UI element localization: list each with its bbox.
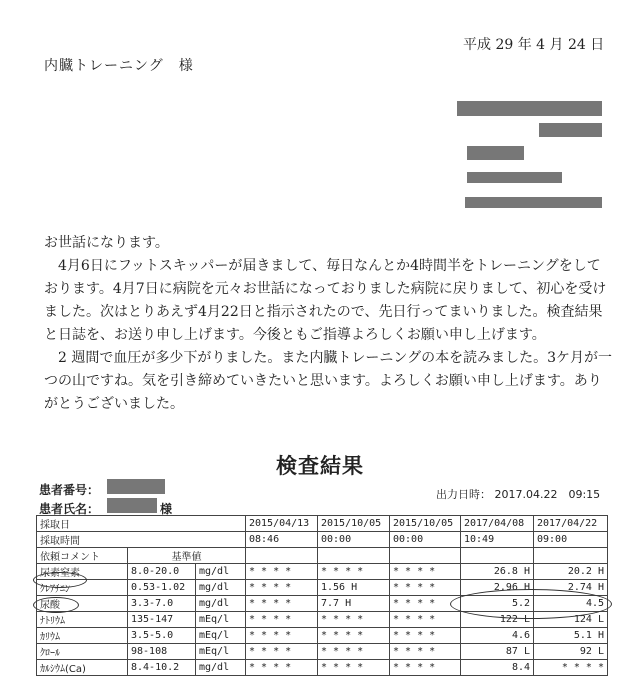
patient-number	[39, 481, 99, 498]
table-row	[37, 548, 608, 564]
reference-header: 基準値	[128, 548, 246, 564]
result-value: * * * *	[390, 644, 461, 660]
header-cell	[318, 548, 390, 564]
result-value: * * * *	[246, 660, 318, 676]
result-value: * * * *	[246, 628, 318, 644]
test-name: ｸﾛｰﾙ	[37, 644, 128, 660]
result-value: 1.56 H	[318, 580, 390, 596]
result-value: 26.8 H	[461, 564, 534, 580]
handdrawn-circle-sodium	[33, 597, 79, 613]
result-value: 4.5	[534, 596, 608, 612]
unit: mEq/l	[196, 612, 246, 628]
table-row	[37, 660, 608, 676]
test-name: 尿酸	[37, 596, 128, 612]
header-cell: 2015/04/13	[246, 516, 318, 532]
header-label: 採取時間	[37, 532, 246, 548]
results-title: 検査結果	[276, 454, 364, 478]
header-cell: 00:00	[390, 532, 461, 548]
redacted-sender-line-4	[467, 172, 562, 183]
unit: mg/dl	[196, 596, 246, 612]
letter-body	[44, 232, 614, 416]
letter-paragraph: 2 週間で血圧が多少下がりました。また内臓トレーニングの本を読みました。3ケ月が一つの山ですね。気を引き締めていきたいと思います。よろしくお願い申し上げます。ありがとうございました。	[44, 350, 612, 412]
header-cell: 2015/10/05	[390, 516, 461, 532]
reference-range: 8.4-10.2	[128, 660, 196, 676]
header-cell	[461, 548, 534, 564]
result-value: * * * *	[246, 596, 318, 612]
result-value: 4.6	[461, 628, 534, 644]
patient-name-label: 患者氏名：	[39, 502, 100, 516]
header-cell	[390, 548, 461, 564]
result-value: * * * *	[246, 644, 318, 660]
unit: mg/dl	[196, 564, 246, 580]
unit: mEq/l	[196, 644, 246, 660]
unit: mEq/l	[196, 628, 246, 644]
result-value: 5.1 H	[534, 628, 608, 644]
reference-range: 98-108	[128, 644, 196, 660]
patient-number-label: 患者番号：	[39, 483, 100, 497]
letter-date: 平成 29 年 4 月 24 日	[463, 37, 605, 53]
header-cell	[246, 548, 318, 564]
result-value: * * * *	[390, 596, 461, 612]
table-row	[37, 628, 608, 644]
result-value: 87 L	[461, 644, 534, 660]
recipient-name: 内臓トレーニング 様	[44, 58, 194, 74]
test-name: ﾅﾄﾘｳﾑ	[37, 612, 128, 628]
reference-range: 3.3-7.0	[128, 596, 196, 612]
test-name: 尿素窒素	[37, 564, 128, 580]
reference-range: 135-147	[128, 612, 196, 628]
redacted-patient-name	[107, 498, 157, 513]
test-name: ｶﾙｼｳﾑ(Ca)	[37, 660, 128, 676]
result-value: * * * *	[246, 612, 318, 628]
table-row	[37, 644, 608, 660]
redacted-sender-line-3	[467, 146, 524, 160]
result-value: * * * *	[390, 580, 461, 596]
header-label: 依頼コメント	[37, 548, 128, 564]
table-row	[37, 516, 608, 532]
reference-range: 3.5-5.0	[128, 628, 196, 644]
result-value: * * * *	[318, 628, 390, 644]
redacted-patient-number	[107, 479, 165, 494]
test-name: ｶﾘｳﾑ	[37, 628, 128, 644]
result-value: 5.2	[461, 596, 534, 612]
table-row	[37, 532, 608, 548]
result-value: * * * *	[318, 644, 390, 660]
result-value: * * * *	[318, 564, 390, 580]
header-cell: 00:00	[318, 532, 390, 548]
result-value: 92 L	[534, 644, 608, 660]
output-datetime: 出力日時： 2017.04.22 09:15	[436, 488, 601, 501]
result-value: * * * *	[318, 612, 390, 628]
header-cell: 2017/04/22	[534, 516, 608, 532]
handdrawn-circle-creatinine	[33, 572, 87, 588]
result-value: * * * *	[246, 580, 318, 596]
result-value: 2.96 H	[461, 580, 534, 596]
result-value: 7.7 H	[318, 596, 390, 612]
reference-range: 0.53-1.02	[128, 580, 196, 596]
test-name: ｸﾚｱﾁﾆﾝ	[37, 580, 128, 596]
redacted-sender-line-1	[457, 101, 602, 116]
redacted-sender-line-2	[539, 123, 602, 137]
header-label: 採取日	[37, 516, 246, 532]
result-value: * * * *	[534, 660, 608, 676]
header-cell	[534, 548, 608, 564]
result-value: * * * *	[390, 564, 461, 580]
result-value: * * * *	[390, 660, 461, 676]
result-value: 20.2 H	[534, 564, 608, 580]
header-cell: 2017/04/08	[461, 516, 534, 532]
patient-name-suffix: 様	[160, 502, 173, 516]
result-value: 124 L	[534, 612, 608, 628]
unit: mg/dl	[196, 580, 246, 596]
letter-paragraph: 4月6日にフットスキッパーが届きまして、毎日なんとか4時間半をトレーニングをしております。4月7日に病院を元々お世話になっておりました病院に戻りまして、初心を受けました。次はとりあえず4月22日と指示されたので、先日行ってまいりました。検査結果と日誌を、お送り申し上げます。今後ともご指導よろしくお願い申し上げます。	[44, 258, 607, 343]
greeting: お世話になります。	[44, 235, 169, 251]
handdrawn-circle-sodium-values	[450, 589, 612, 619]
header-cell: 08:46	[246, 532, 318, 548]
reference-range: 8.0-20.0	[128, 564, 196, 580]
result-value: * * * *	[390, 612, 461, 628]
header-cell: 10:49	[461, 532, 534, 548]
header-cell: 2015/10/05	[318, 516, 390, 532]
unit: mg/dl	[196, 660, 246, 676]
redacted-sender-line-5	[465, 197, 602, 208]
result-value: 8.4	[461, 660, 534, 676]
result-value: 122 L	[461, 612, 534, 628]
result-value: * * * *	[246, 564, 318, 580]
header-cell: 09:00	[534, 532, 608, 548]
result-value: * * * *	[318, 660, 390, 676]
table-row	[37, 564, 608, 580]
result-value: 2.74 H	[534, 580, 608, 596]
result-value: * * * *	[390, 628, 461, 644]
